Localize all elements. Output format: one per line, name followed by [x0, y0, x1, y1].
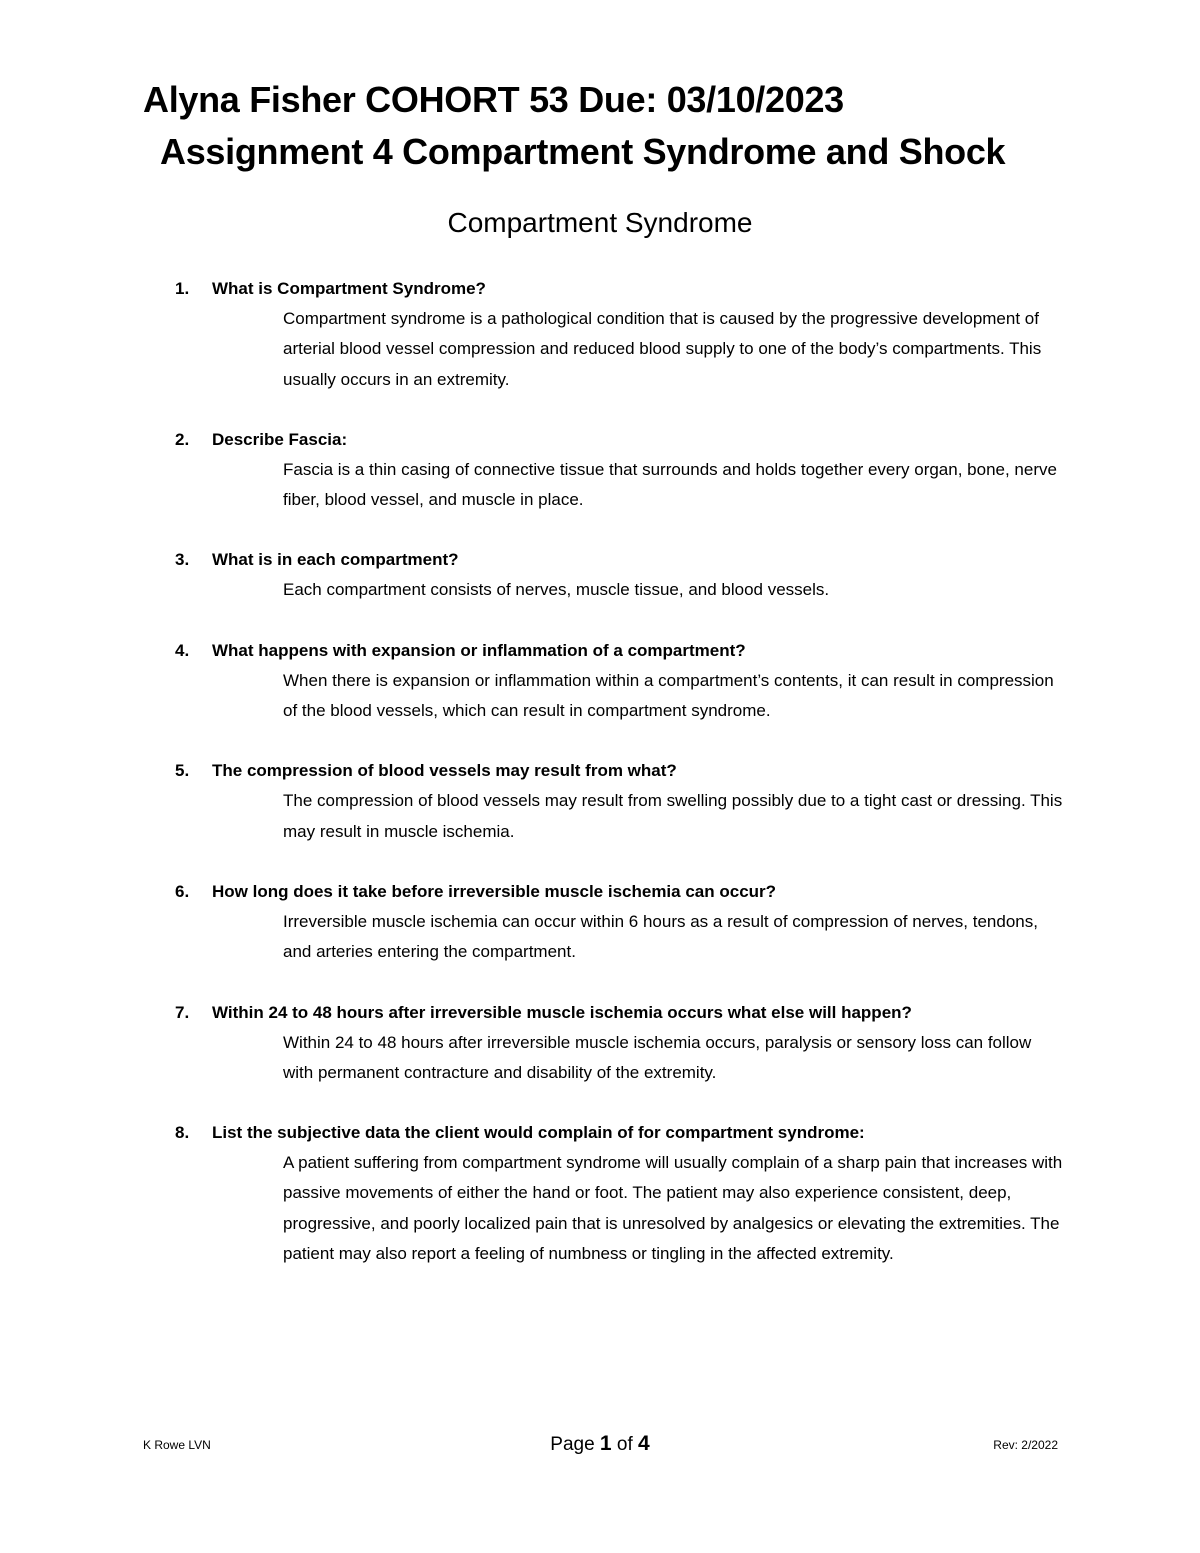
question-label: The compression of blood vessels may result from what? — [212, 761, 677, 781]
question-number: 8. — [175, 1123, 190, 1143]
answer-text: The compression of blood vessels may result from swelling possibly due to a tight cast or dressing. This may result in muscle ischemia. — [283, 791, 1063, 841]
answer-text: Fascia is a thin casing of connective tissue that surrounds and holds together every organ, bone, nerve fiber, blood vessel, and muscle in place. — [283, 459, 1057, 510]
document-title-line-1: Alyna Fisher COHORT 53 Due: 03/10/2023 — [143, 79, 844, 120]
page-word: Page — [550, 1434, 595, 1455]
answer-text: Each compartment consists of nerves, muscle tissue, and blood vessels. — [283, 580, 830, 600]
question-list — [175, 274, 1075, 1299]
question-item-1 — [175, 274, 1075, 395]
question-label: What happens with expansion or inflammation of a compartment? — [212, 640, 746, 660]
answer-text: Within 24 to 48 hours after irreversible muscle ischemia occurs, paralysis or sensory loss can follow with permanent contracture and disability of the extremity. — [283, 1032, 1032, 1082]
question-label: How long does it take before irreversible muscle ischemia can occur? — [212, 881, 777, 901]
page-of: of — [616, 1434, 633, 1455]
question-text — [175, 425, 1075, 455]
question-number: 4. — [175, 640, 190, 660]
question-item-5 — [175, 756, 1075, 847]
question-label: List the subjective data the client would complain of for compartment syndrome: — [212, 1123, 865, 1143]
question-number: 7. — [175, 1002, 190, 1022]
question-text — [175, 877, 1075, 907]
question-label: What is in each compartment? — [212, 550, 459, 570]
question-item-8 — [175, 1118, 1075, 1269]
section-heading: Compartment Syndrome — [447, 207, 753, 238]
document-title-line-2: Assignment 4 Compartment Syndrome and Shock — [160, 131, 1006, 172]
question-item-3 — [175, 545, 1075, 605]
question-item-7 — [175, 998, 1075, 1089]
footer-author: K Rowe LVN — [143, 1438, 211, 1452]
page-current: 1 — [599, 1432, 612, 1455]
answer-text: Compartment syndrome is a pathological condition that is caused by the progressive development of arterial blood vessel compression and reduced blood supply to one of the body’s compartments. This usually occurs in an extremity. — [283, 309, 1042, 389]
question-text — [175, 1118, 1075, 1148]
answer-text: Irreversible muscle ischemia can occur within 6 hours as a result of compression of nerves, tendons, and arteries entering the compartment. — [283, 911, 1038, 962]
question-item-2 — [175, 425, 1075, 516]
question-label: What is Compartment Syndrome? — [212, 279, 486, 298]
question-number: 1. — [175, 279, 190, 298]
question-text — [175, 274, 1075, 304]
answer-text: A patient suffering from compartment syndrome will usually complain of a sharp pain that increases with passive movements of either the hand or foot. The patient may also experience consistent, deep, progressive, and poorly localized pain that is unresolved by analgesics or elevating the extremities. The patient may also report a feeling of numbness or tingling in the affected extremity. — [283, 1153, 1063, 1264]
page-total: 4 — [638, 1432, 650, 1455]
answer-text: When there is expansion or inflammation within a compartment’s contents, it can result in compression of the blood vessels, which can result in compartment syndrome. — [283, 670, 1054, 721]
question-text — [175, 998, 1075, 1028]
question-label: Within 24 to 48 hours after irreversible muscle ischemia occurs what else will happen? — [212, 1002, 912, 1022]
question-number: 3. — [175, 550, 190, 570]
question-number: 6. — [175, 881, 190, 901]
question-label: Describe Fascia: — [212, 429, 348, 449]
question-number: 5. — [175, 761, 190, 781]
question-text — [175, 636, 1075, 666]
question-number: 2. — [175, 429, 190, 449]
question-text — [175, 756, 1075, 786]
question-text — [175, 545, 1075, 575]
question-item-6 — [175, 877, 1075, 968]
question-item-4 — [175, 636, 1075, 727]
footer-revision: Rev: 2/2022 — [993, 1438, 1058, 1452]
